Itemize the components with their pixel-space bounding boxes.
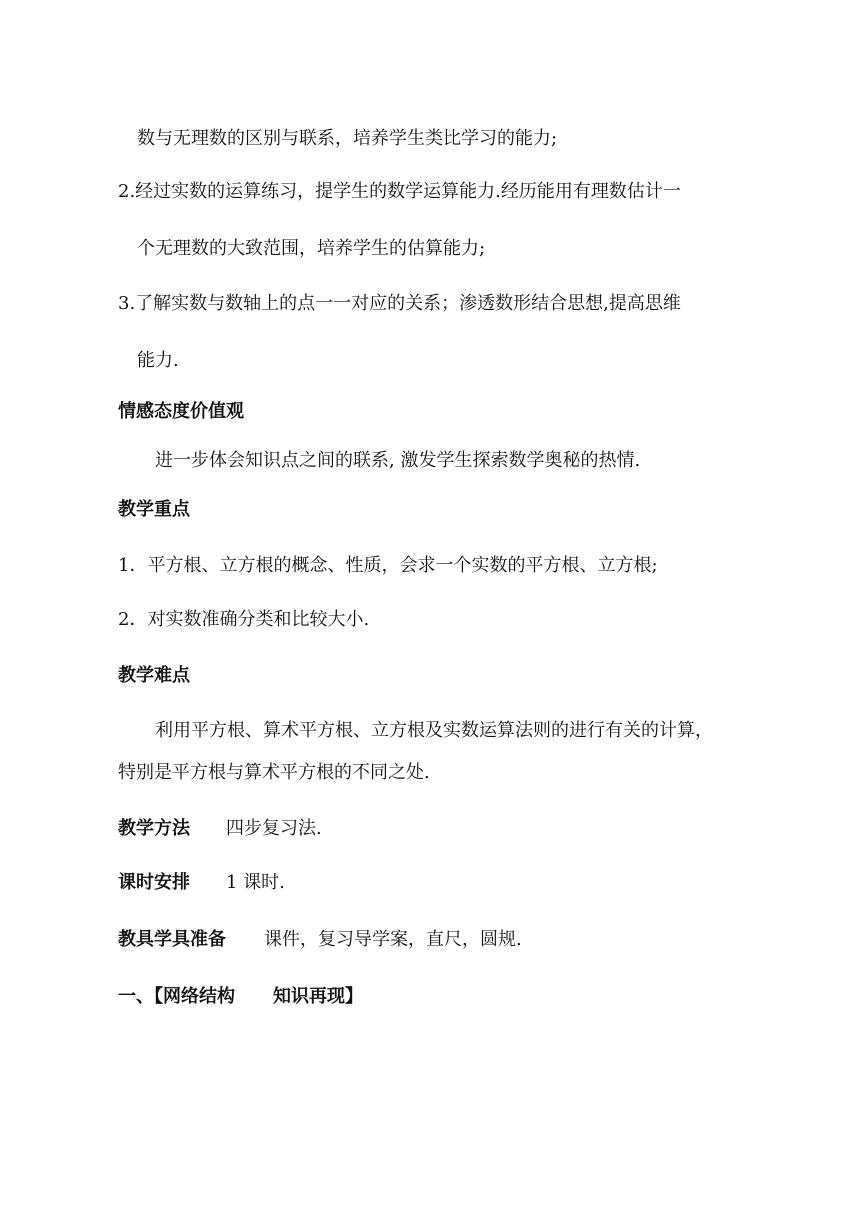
section-title xyxy=(118,985,363,1009)
method-label: 教学方法 xyxy=(118,818,190,839)
emotion-text: 进一步体会知识点之间的联系, 激发学生探索数学奥秘的热情. xyxy=(155,450,641,471)
emotion-heading: 情感态度价值观 xyxy=(118,401,244,422)
tools-row xyxy=(118,928,522,952)
tools-label: 教具学具准备 xyxy=(118,929,226,950)
objective-3-continuation: 能力. xyxy=(137,350,179,371)
key-point-2: 2．对实数准确分类和比较大小. xyxy=(118,609,370,630)
difficulties-text-line-2: 特别是平方根与算术平方根的不同之处. xyxy=(118,762,430,783)
objective-1-continuation: 数与无理数的区别与联系，培养学生类比学习的能力; xyxy=(137,128,558,149)
section-title-part-1: 一、【网络结构 xyxy=(118,986,235,1007)
key-points-heading: 教学重点 xyxy=(118,499,190,520)
objective-2: 2.经过实数的运算练习，提学生的数学运算能力.经历能用有理数估计一 xyxy=(118,181,681,202)
difficulties-heading: 教学难点 xyxy=(118,665,190,686)
schedule-value: 1 课时. xyxy=(226,872,285,893)
schedule-label: 课时安排 xyxy=(118,872,190,893)
schedule-row xyxy=(118,871,285,895)
section-title-part-2: 知识再现】 xyxy=(273,986,363,1007)
method-row xyxy=(118,817,322,841)
difficulties-text-line-1: 利用平方根、算术平方根、立方根及实数运算法则的进行有关的计算， xyxy=(155,720,713,741)
objective-3: 3.了解实数与数轴上的点一一对应的关系；渗透数形结合思想,提高思维 xyxy=(118,293,681,314)
objective-2-continuation: 个无理数的大致范围，培养学生的估算能力; xyxy=(137,238,486,259)
tools-value: 课件，复习导学案，直尺，圆规. xyxy=(264,929,522,950)
key-point-1: 1．平方根、立方根的概念、性质，会求一个实数的平方根、立方根; xyxy=(118,555,658,576)
method-value: 四步复习法. xyxy=(226,818,322,839)
